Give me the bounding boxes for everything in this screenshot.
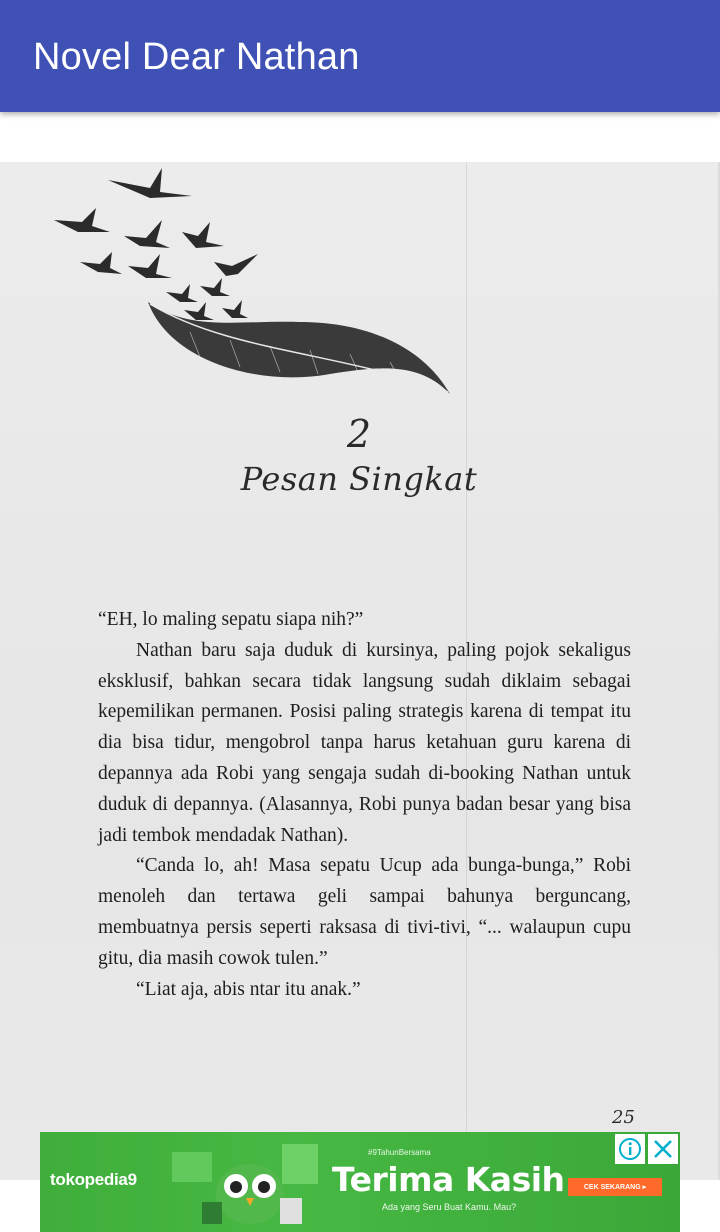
chapter-body-text (98, 605, 631, 1005)
paragraph: Nathan baru saja duduk di kursinya, paling pojok sekaligus eksklusif, bahkan secara tidak langsung sudah diklaim sebagai kepemilikan permanen. Posisi paling strategis karena di tempat itu dia bisa tidur, mengobrol tanpa harus ketahuan guru karena di depannya ada Robi yang sengaja sudah di-booking Nathan untuk duduk di depannya. (Alasannya, Robi punya badan besar yang bisa jadi tembok mendadak Nathan). (98, 639, 631, 846)
paragraph: “EH, lo maling sepatu siapa nih?” (98, 609, 364, 630)
chapter-number: 2 (346, 412, 372, 456)
paragraph: “Canda lo, ah! Masa sepatu Ucup ada bunga-bunga,” Robi menoleh dan tertawa geli sampai bahunya berguncang, membuatnya persis seperti raksasa di tivi-tivi, “... walaupun cupu gitu, dia masih cowok tulen.” (98, 855, 631, 969)
ad-hashtag: #9TahunBersama (368, 1148, 431, 1157)
page-number: 25 (612, 1107, 635, 1128)
info-icon (618, 1137, 642, 1161)
banner-ad[interactable] (40, 1132, 680, 1232)
chapter-title: Pesan Singkat (240, 460, 478, 498)
app-bar (0, 0, 720, 112)
ad-headline: Terima Kasih (332, 1160, 565, 1199)
birds-feather-illustration (0, 162, 718, 422)
ad-info-button[interactable] (615, 1134, 645, 1164)
app-title: Novel Dear Nathan (33, 36, 360, 78)
ad-close-button[interactable] (648, 1134, 678, 1164)
close-icon (652, 1138, 674, 1160)
ad-cta-button[interactable]: CEK SEKARANG ▸ (568, 1178, 662, 1196)
owl-mascot-image (162, 1132, 332, 1232)
book-page-image[interactable] (0, 162, 720, 1180)
ad-brand-logo: tokopedia9 (50, 1170, 137, 1189)
paragraph: “Liat aja, abis ntar itu anak.” (136, 978, 361, 1000)
ad-subtext: Ada yang Seru Buat Kamu. Mau? (382, 1202, 517, 1212)
